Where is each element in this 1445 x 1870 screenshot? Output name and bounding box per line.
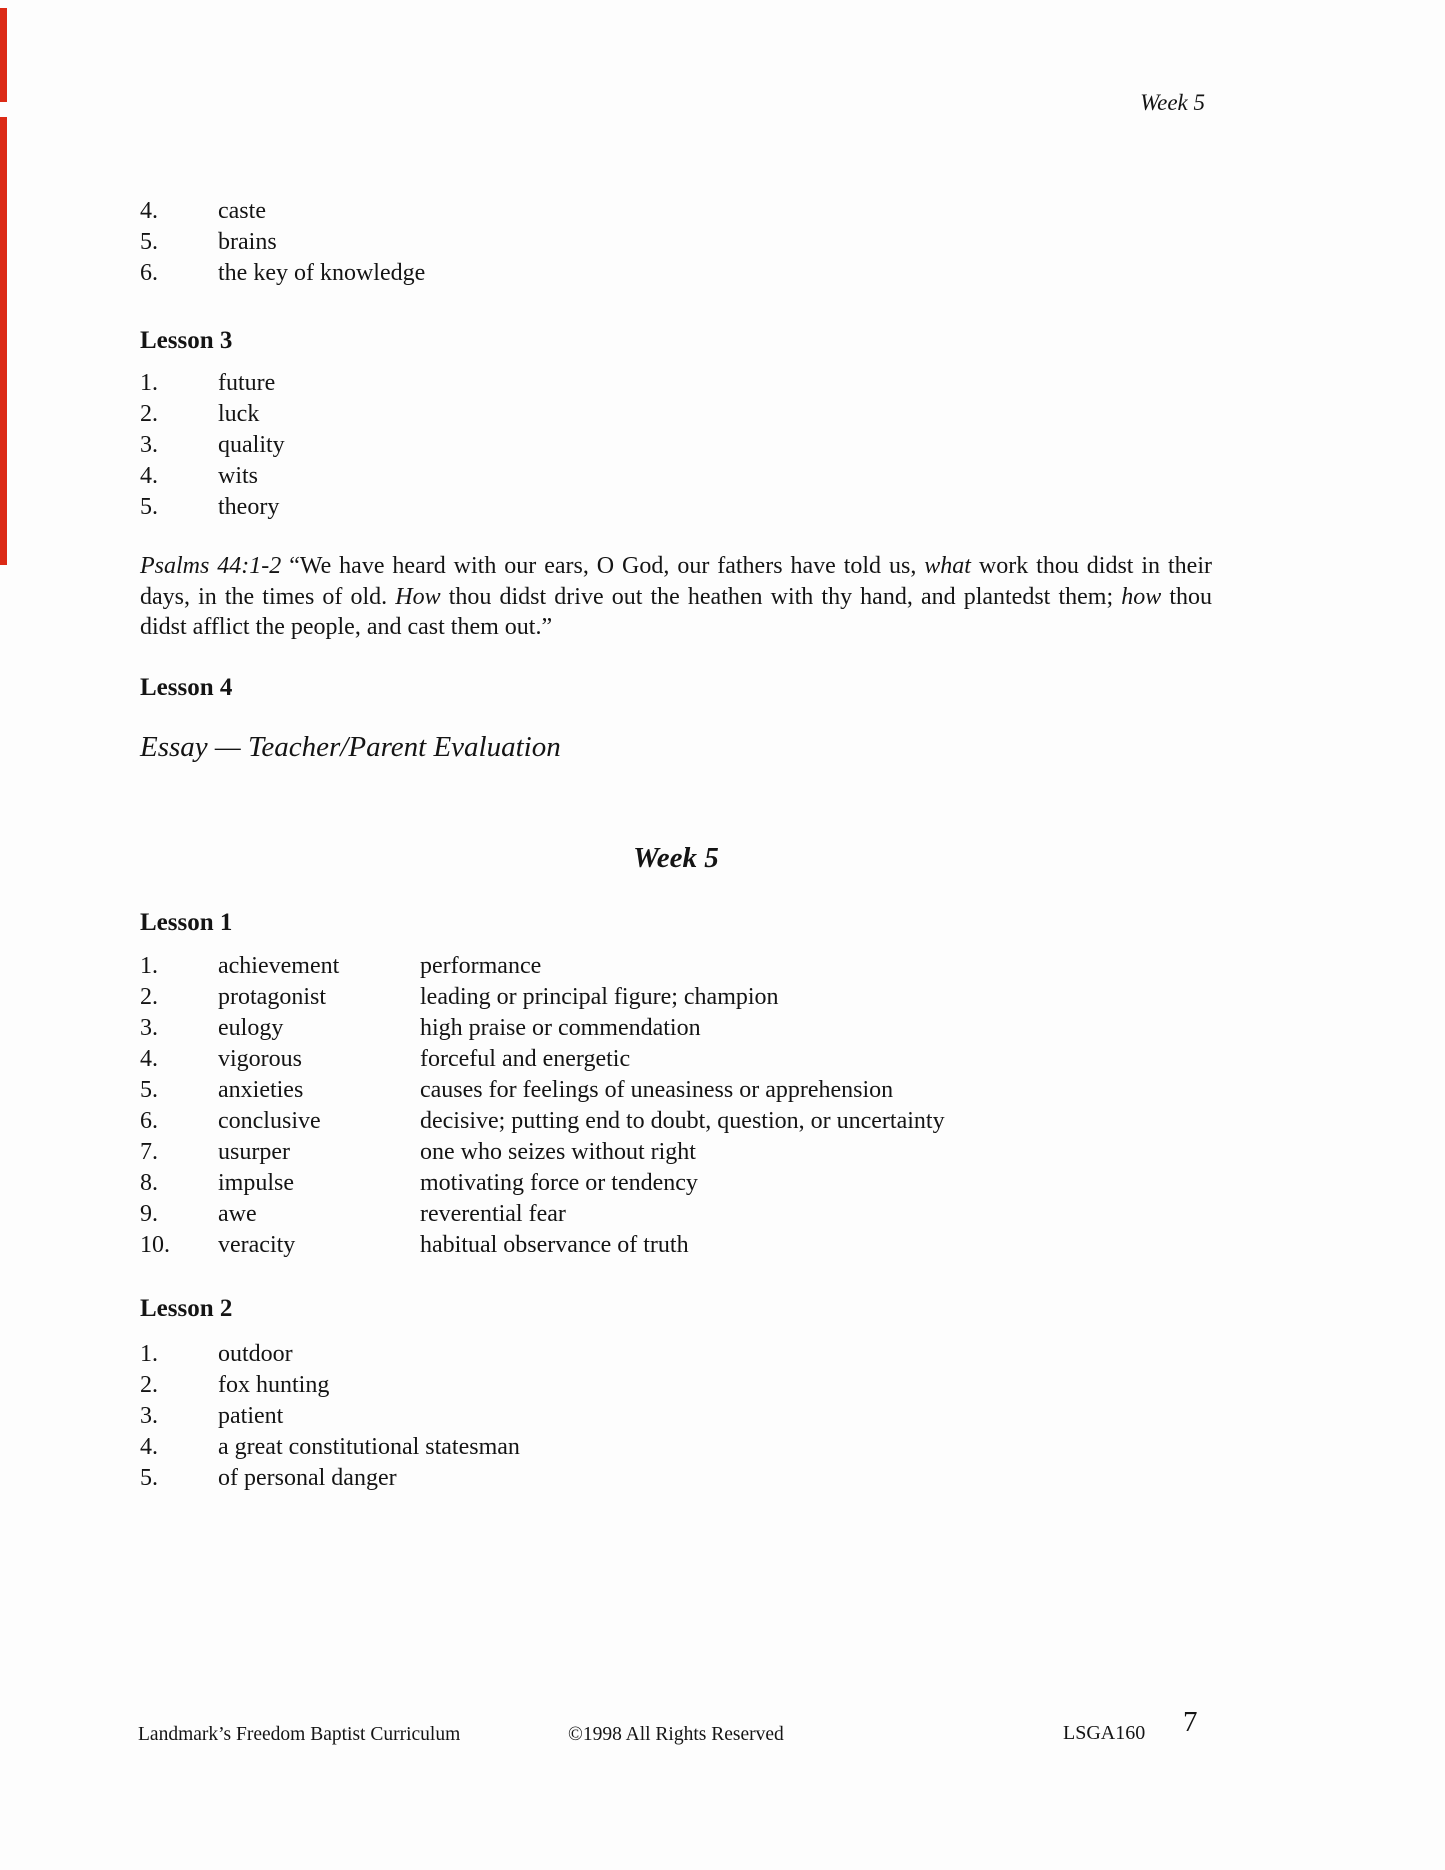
item-number: 1. xyxy=(140,953,158,979)
item-word: achievement xyxy=(218,953,340,979)
item-number: 3. xyxy=(140,1403,158,1429)
item-text: the key of knowledge xyxy=(218,260,426,286)
item-number: 4. xyxy=(140,198,158,224)
list-item xyxy=(140,1432,520,1463)
essay-evaluation-note: Essay — Teacher/Parent Evaluation xyxy=(140,731,561,763)
item-word: usurper xyxy=(218,1139,290,1165)
list-item xyxy=(140,399,285,430)
item-number: 2. xyxy=(140,1372,158,1398)
list-item xyxy=(140,951,945,982)
list-item xyxy=(140,1401,520,1432)
quote-text: thou didst afflict the people, and cast them out.” xyxy=(140,583,1213,640)
item-number: 4. xyxy=(140,1434,158,1460)
item-definition: high praise or commendation xyxy=(420,1015,701,1041)
psalms-reference: Psalms 44:1-2 xyxy=(140,553,282,579)
list-item xyxy=(140,1230,945,1261)
item-number: 4. xyxy=(140,463,158,489)
item-text: theory xyxy=(218,494,280,520)
quote-italic-word: How xyxy=(395,583,441,610)
item-definition: decisive; putting end to doubt, question, or uncertainty xyxy=(420,1108,945,1134)
item-word: vigorous xyxy=(218,1046,302,1072)
item-definition: forceful and energetic xyxy=(420,1046,631,1072)
item-number: 3. xyxy=(140,432,158,458)
item-text: quality xyxy=(218,432,285,458)
item-number: 2. xyxy=(140,401,158,427)
continued-answer-list xyxy=(140,196,425,289)
lesson-2-answer-list xyxy=(140,1339,520,1494)
quote-italic-word: what xyxy=(924,553,971,579)
list-item xyxy=(140,1075,945,1106)
footer-publisher: Landmark’s Freedom Baptist Curriculum xyxy=(138,1724,461,1745)
lesson-2-heading: Lesson 2 xyxy=(140,1295,233,1322)
item-word: eulogy xyxy=(218,1015,284,1041)
list-item xyxy=(140,430,285,461)
item-number: 2. xyxy=(140,984,158,1010)
quote-text: thou didst drive out the heathen with thy hand, and plantedst them; xyxy=(440,583,1122,610)
item-word: impulse xyxy=(218,1170,294,1196)
lesson-4-heading: Lesson 4 xyxy=(140,674,233,701)
list-item xyxy=(140,1370,520,1401)
list-item xyxy=(140,258,425,289)
item-text: luck xyxy=(218,401,260,427)
lesson-3-heading: Lesson 3 xyxy=(140,327,233,354)
lesson-1-heading: Lesson 1 xyxy=(140,909,233,936)
item-number: 5. xyxy=(140,229,158,255)
item-word: conclusive xyxy=(218,1108,321,1134)
item-definition: motivating force or tendency xyxy=(420,1170,698,1196)
footer-copyright: ©1998 All Rights Reserved xyxy=(568,1724,784,1745)
list-item xyxy=(140,227,425,258)
list-item xyxy=(140,1013,945,1044)
item-text: brains xyxy=(218,229,277,255)
item-text: future xyxy=(218,370,276,396)
footer-page-number: 7 xyxy=(1183,1706,1198,1738)
item-number: 6. xyxy=(140,1108,158,1134)
item-word: awe xyxy=(218,1201,257,1227)
list-item xyxy=(140,982,945,1013)
quote-italic-word: how xyxy=(1121,583,1162,610)
item-text: patient xyxy=(218,1403,284,1429)
item-word: veracity xyxy=(218,1232,296,1258)
list-item xyxy=(140,196,425,227)
item-number: 5. xyxy=(140,1077,158,1103)
scan-edge-artifact xyxy=(0,117,7,565)
item-text: a great constitutional statesman xyxy=(218,1434,520,1460)
running-head-week: Week 5 xyxy=(1140,90,1205,115)
item-definition: reverential fear xyxy=(420,1201,566,1227)
list-item xyxy=(140,1168,945,1199)
item-definition: performance xyxy=(420,953,542,979)
week-5-heading: Week 5 xyxy=(633,842,719,874)
list-item xyxy=(140,492,285,523)
item-number: 3. xyxy=(140,1015,158,1041)
item-text: outdoor xyxy=(218,1341,293,1367)
item-number: 1. xyxy=(140,1341,158,1367)
item-word: anxieties xyxy=(218,1077,304,1103)
item-definition: causes for feelings of uneasiness or apprehension xyxy=(420,1077,894,1103)
item-text: caste xyxy=(218,198,266,224)
item-number: 8. xyxy=(140,1170,158,1196)
item-number: 4. xyxy=(140,1046,158,1072)
item-definition: leading or principal figure; champion xyxy=(420,984,779,1010)
list-item xyxy=(140,1106,945,1137)
item-definition: habitual observance of truth xyxy=(420,1232,689,1258)
footer-course-code: LSGA160 xyxy=(1063,1722,1146,1744)
item-definition: one who seizes without right xyxy=(420,1139,696,1165)
item-text: wits xyxy=(218,463,259,489)
list-item xyxy=(140,1339,520,1370)
item-number: 5. xyxy=(140,494,158,520)
item-number: 1. xyxy=(140,370,158,396)
item-word: protagonist xyxy=(218,984,326,1010)
list-item xyxy=(140,1044,945,1075)
item-number: 5. xyxy=(140,1465,158,1491)
list-item xyxy=(140,1463,520,1494)
quote-text: “We have heard with our ears, O God, our fathers have told us, xyxy=(281,553,925,579)
list-item xyxy=(140,1137,945,1168)
item-number: 6. xyxy=(140,260,158,286)
lesson-3-answer-list xyxy=(140,368,285,523)
psalms-quote xyxy=(140,551,1212,643)
item-number: 10. xyxy=(140,1232,170,1258)
item-number: 9. xyxy=(140,1201,158,1227)
lesson-1-answer-list xyxy=(140,951,945,1261)
quote-text: work thou didst in their days, in the times of old. xyxy=(140,553,1212,610)
list-item xyxy=(140,1199,945,1230)
item-text: fox hunting xyxy=(218,1372,330,1398)
list-item xyxy=(140,461,285,492)
list-item xyxy=(140,368,285,399)
scan-edge-artifact xyxy=(0,8,7,102)
item-number: 7. xyxy=(140,1139,158,1165)
item-text: of personal danger xyxy=(218,1465,397,1491)
